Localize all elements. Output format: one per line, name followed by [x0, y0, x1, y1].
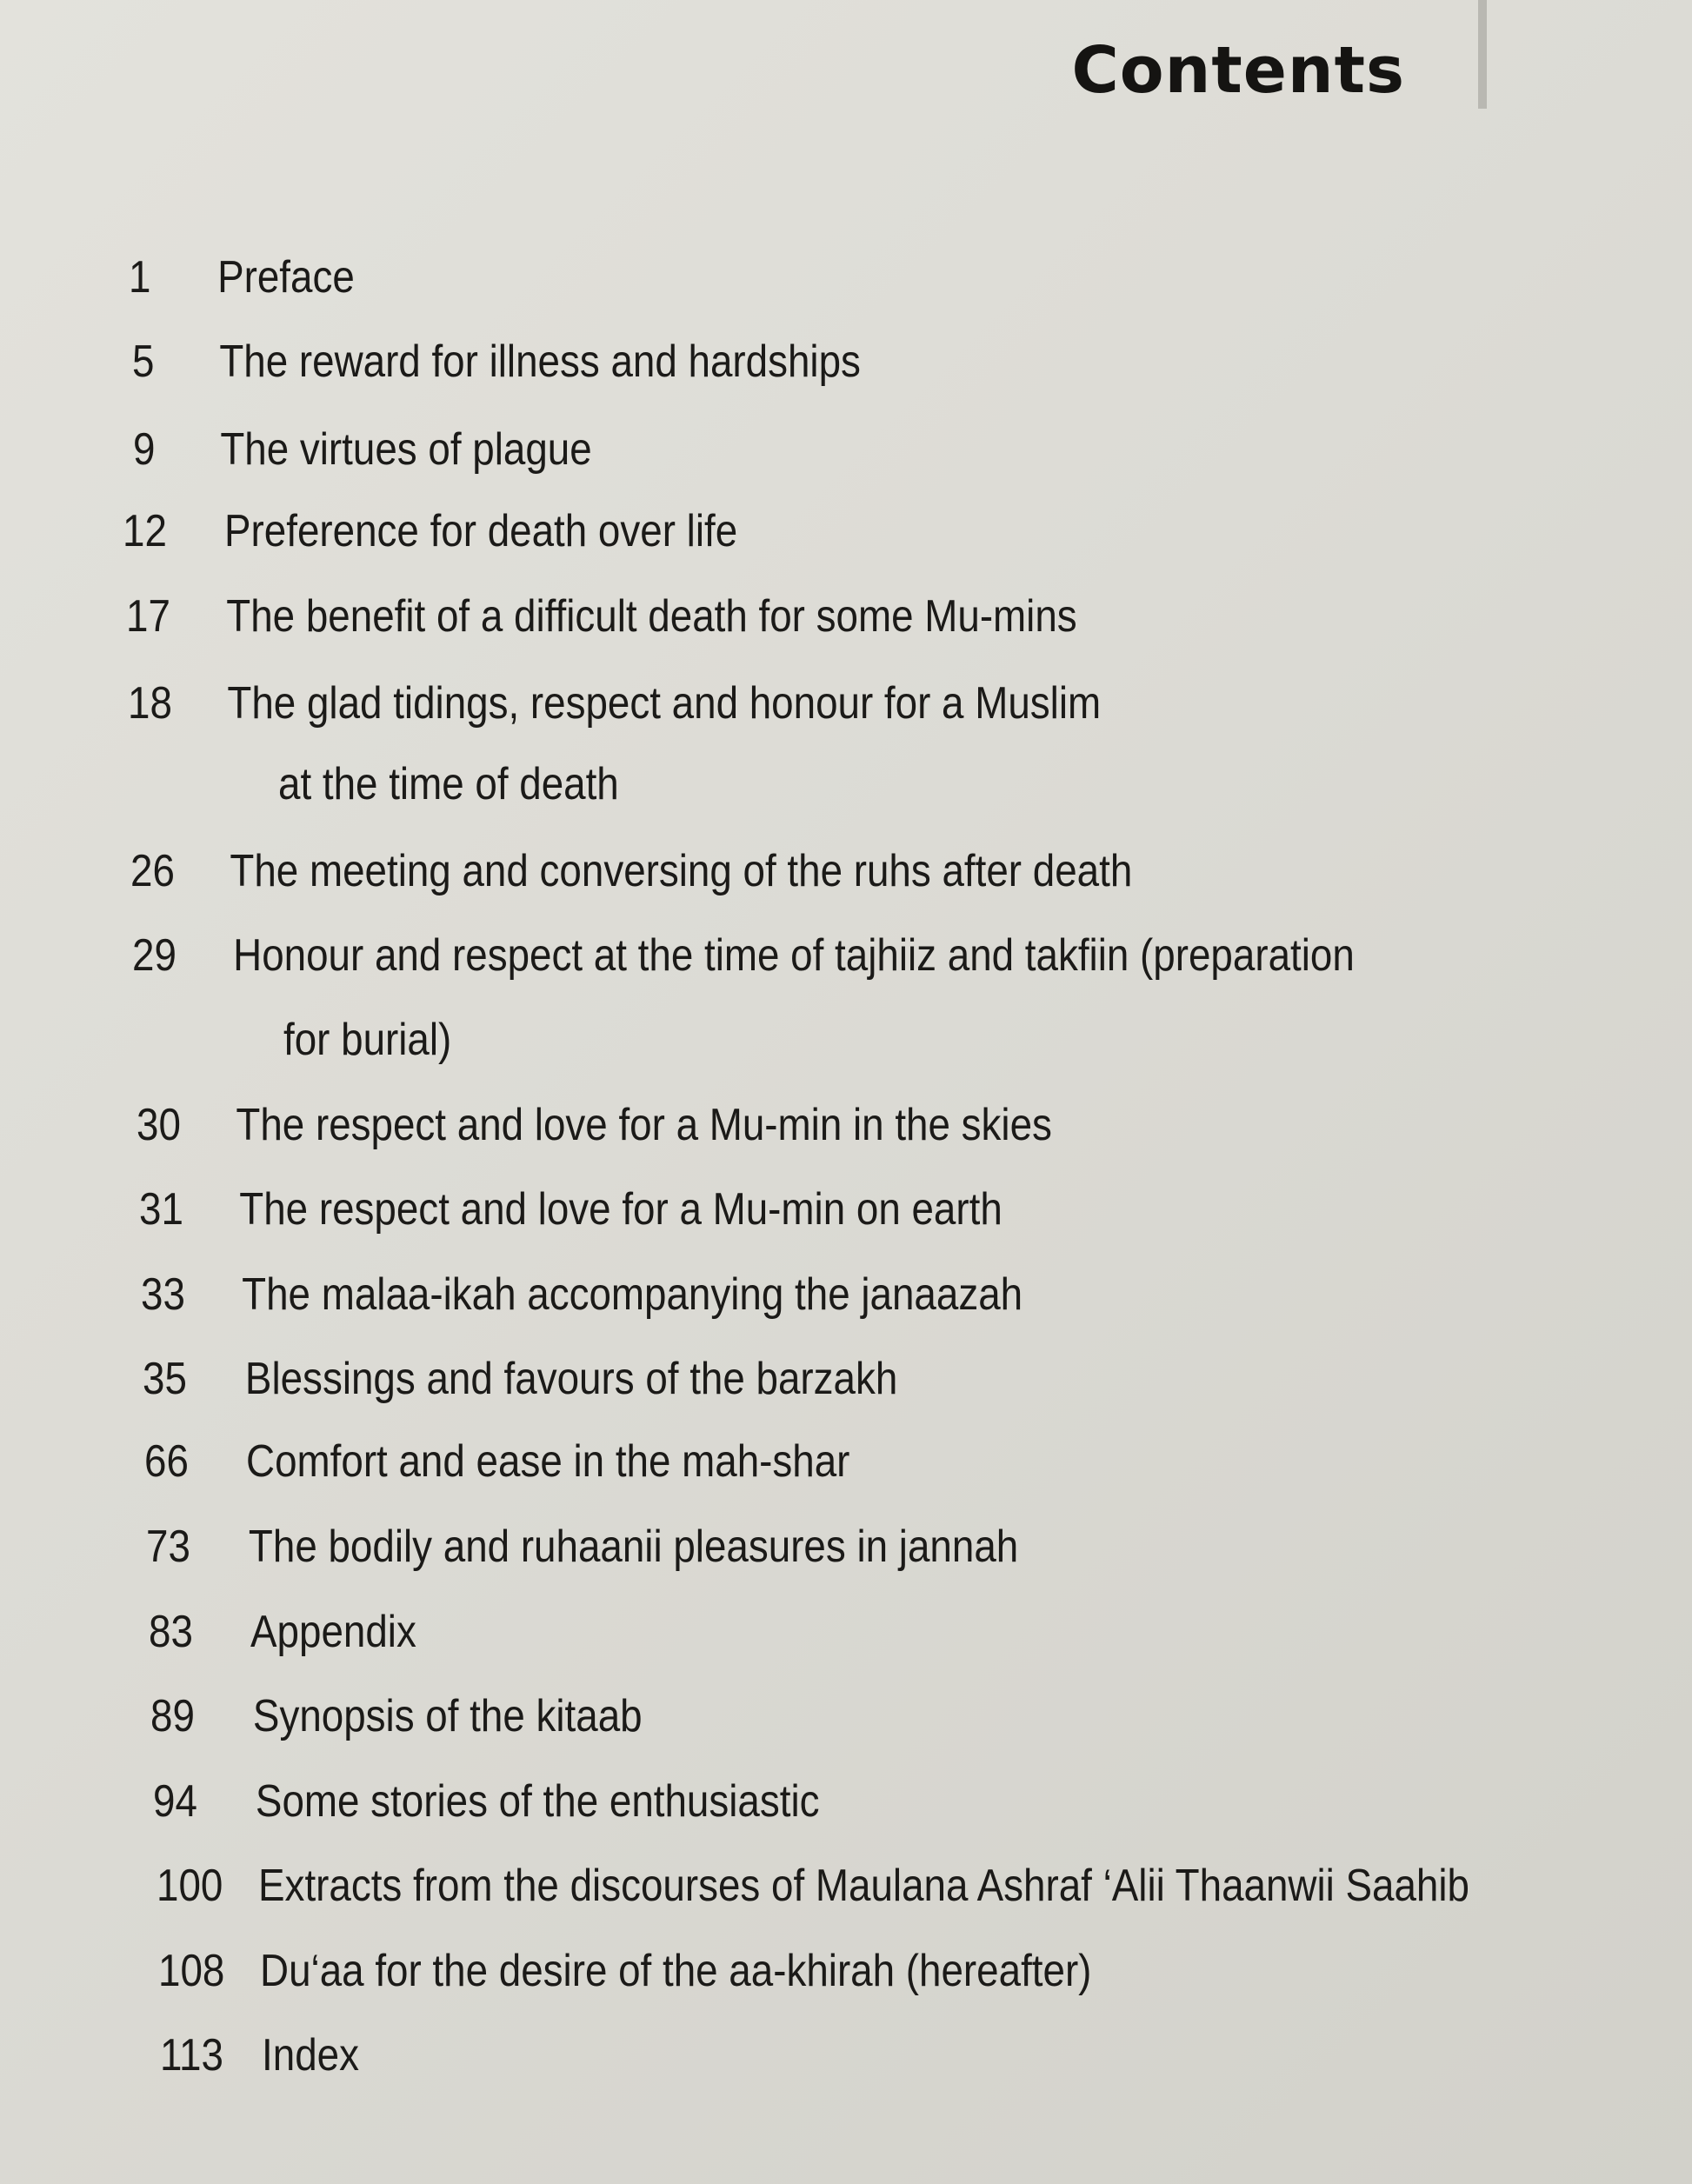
- toc-entry-title: Appendix: [250, 1607, 416, 1657]
- toc-entry-title: The respect and love for a Mu-min on earth: [239, 1184, 1003, 1235]
- toc-page-number: 26: [130, 846, 175, 896]
- toc-entry-title: The benefit of a difficult death for some Mu-mins: [226, 591, 1077, 642]
- toc-entry-title: The bodily and ruhaanii pleasures in jannah: [248, 1521, 1019, 1572]
- toc-entry-title: Comfort and ease in the mah-shar: [246, 1436, 850, 1487]
- toc-entry-title: The malaa-ikah accompanying the janaazah: [242, 1269, 1023, 1320]
- toc-page-number: 18: [128, 678, 172, 729]
- toc-page-number: 100: [157, 1861, 223, 1911]
- toc-entry-title: The reward for illness and hardships: [219, 336, 861, 387]
- toc-entry-title: Synopsis of the kitaab: [252, 1691, 643, 1741]
- toc-entry-continuation: at the time of death: [278, 759, 619, 809]
- toc-entry-title: The virtues of plague: [220, 424, 592, 475]
- toc-page-number: 5: [132, 336, 155, 387]
- toc-page-number: 12: [123, 506, 167, 556]
- toc-page-number: 35: [143, 1354, 187, 1404]
- toc-page-number: 83: [149, 1607, 193, 1657]
- toc-page-number: 1: [129, 252, 151, 303]
- toc-entry-title: Extracts from the discourses of Maulana Ashraf ‘Alii Thaanwii Saahib: [258, 1861, 1469, 1911]
- toc-page-number: 108: [158, 1946, 225, 1996]
- toc-entry-title: The meeting and conversing of the ruhs after death: [230, 846, 1133, 896]
- toc-entry-title: Honour and respect at the time of tajhiiz and takfiin (preparation: [233, 930, 1355, 981]
- toc-page-number: 113: [160, 2030, 223, 2081]
- toc-page-number: 89: [150, 1691, 195, 1741]
- toc-entry-title: Du‘aa for the desire of the aa-khirah (hereafter): [260, 1946, 1092, 1996]
- toc-entry-title: Preface: [217, 252, 355, 303]
- toc-page-number: 66: [144, 1436, 189, 1487]
- toc-page-number: 30: [137, 1100, 181, 1150]
- toc-page-number: 94: [153, 1776, 197, 1827]
- toc-page-number: 33: [141, 1269, 185, 1320]
- toc-entry-title: Preference for death over life: [224, 506, 738, 556]
- toc-entry-title: Index: [262, 2030, 359, 2081]
- toc-entry-title: The glad tidings, respect and honour for a Muslim: [227, 678, 1102, 729]
- toc-page-number: 9: [133, 424, 156, 475]
- toc-page-number: 29: [132, 930, 177, 981]
- page-title: Contents: [1071, 33, 1405, 108]
- toc-entry-title: Some stories of the enthusiastic: [255, 1776, 820, 1827]
- toc-page-number: 17: [126, 591, 170, 642]
- toc-page-number: 73: [146, 1521, 190, 1572]
- toc-entry-title: Blessings and favours of the barzakh: [244, 1354, 898, 1404]
- toc-entry-title: The respect and love for a Mu-min in the skies: [236, 1100, 1052, 1150]
- toc-page-number: 31: [139, 1184, 183, 1235]
- toc-entry-continuation: for burial): [283, 1015, 452, 1065]
